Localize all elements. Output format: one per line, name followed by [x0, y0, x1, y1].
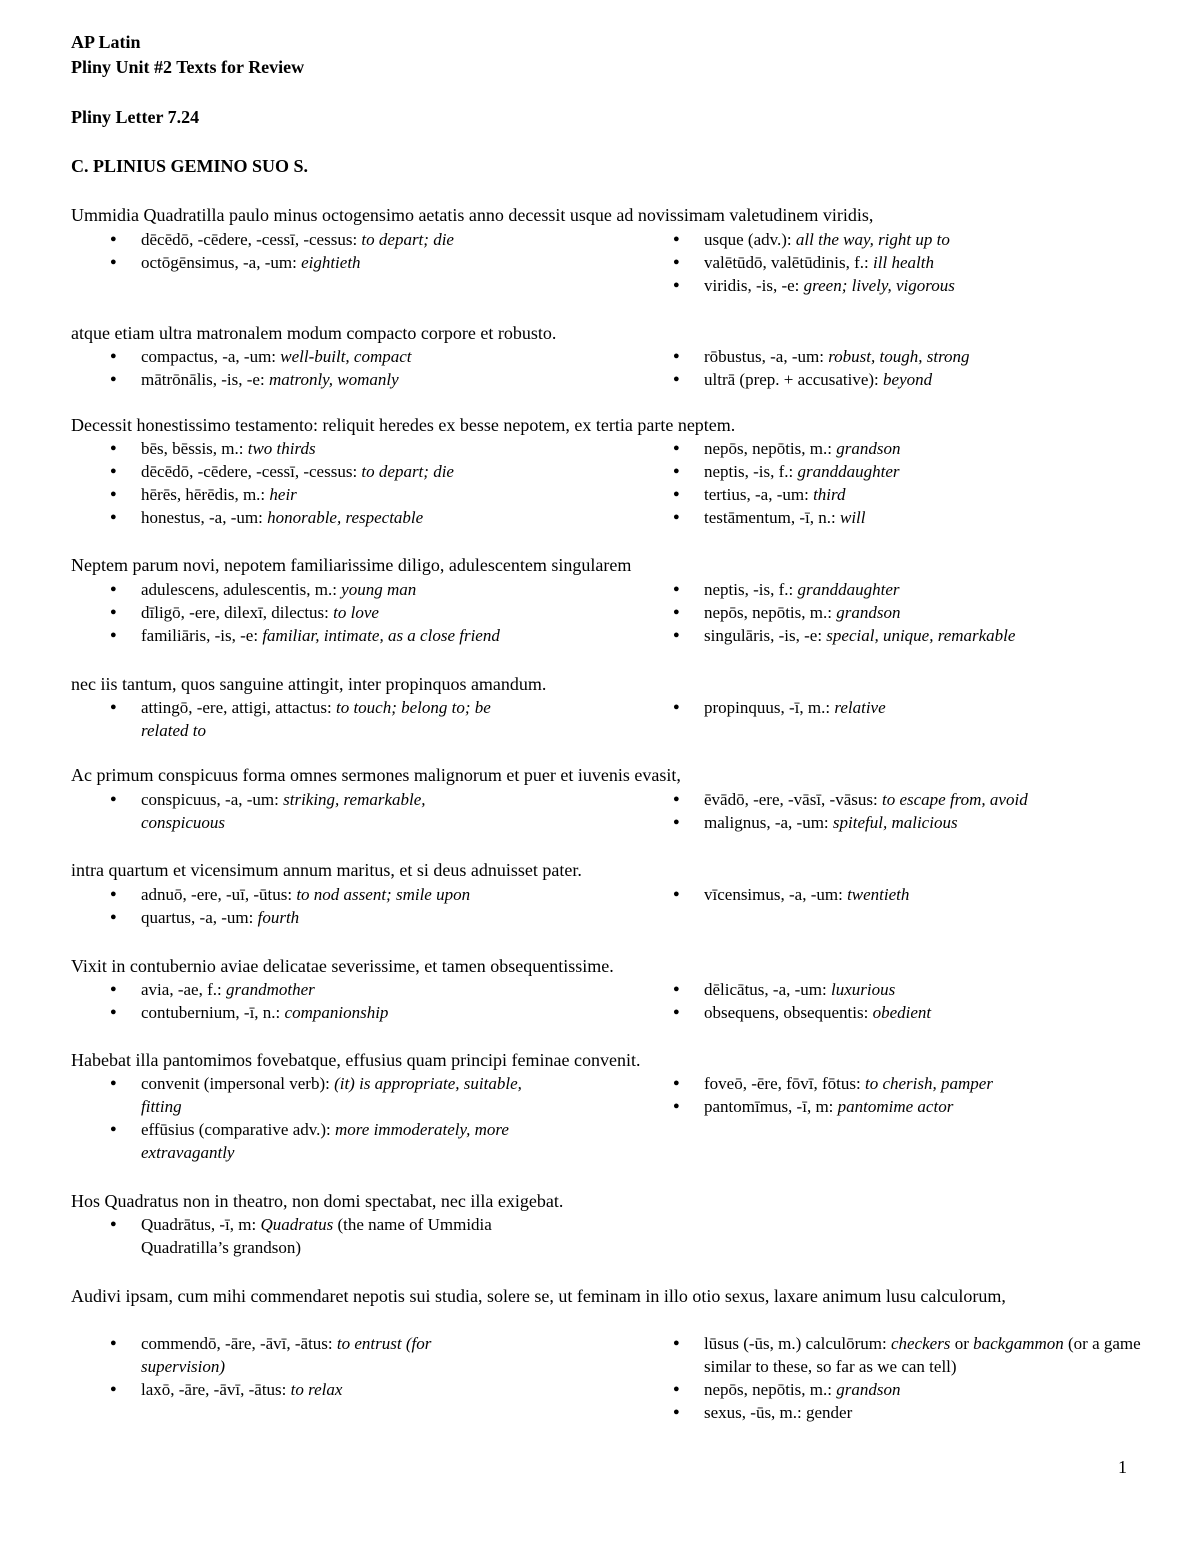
vocab-item — [673, 978, 1143, 1001]
vocab-term: sexus, -ūs, m.: — [704, 1403, 806, 1422]
vocab-gloss: grandson — [836, 439, 901, 458]
vocab-item — [673, 601, 1143, 624]
vocab-gloss: companionship — [284, 1003, 389, 1022]
vocab-gloss: to escape from, avoid — [881, 790, 1028, 809]
vocab-item — [110, 578, 560, 601]
vocab-term: dēcēdō, -cēdere, -cessī, -cessus: — [141, 230, 362, 249]
vocab-item — [673, 274, 1143, 297]
vocab-list-left — [110, 1332, 510, 1401]
unit-title: Pliny Unit #2 Texts for Review — [71, 57, 305, 77]
vocab-term: bēs, bēssis, m.: — [141, 439, 248, 458]
vocab-item — [673, 368, 1143, 391]
vocab-gloss: checkers — [890, 1334, 951, 1353]
vocab-item — [110, 1118, 530, 1164]
vocab-term: nepōs, nepōtis, m.: — [704, 603, 837, 622]
vocab-item — [110, 1378, 510, 1401]
vocab-term: tertius, -a, -um: — [704, 485, 814, 504]
vocab-list-right — [673, 978, 1143, 1024]
vocab-gloss: to depart; die — [361, 230, 454, 249]
vocab-gloss: eightieth — [301, 253, 361, 272]
vocab-gloss: to relax — [290, 1380, 343, 1399]
latin-sentence: Ac primum conspicuus forma omnes sermones malignorum et puer et iuvenis evasit, — [71, 765, 681, 785]
vocab-term: conspicuus, -a, -um: — [141, 790, 284, 809]
vocab-gloss: to nod assent; smile upon — [296, 885, 471, 904]
vocab-term: dīligō, -ere, dilexī, dilectus: — [141, 603, 334, 622]
vocab-item — [673, 1001, 1143, 1024]
vocab-gloss: matronly, womanly — [268, 370, 399, 389]
vocab-list-right — [673, 883, 1143, 906]
vocab-term: nepōs, nepōtis, m.: — [704, 1380, 837, 1399]
vocab-list-right — [673, 437, 1143, 529]
vocab-gloss: backgammon — [973, 1334, 1064, 1353]
latin-sentence: Hos Quadratus non in theatro, non domi spectabat, nec illa exigebat. — [71, 1191, 564, 1211]
vocab-list-left — [110, 345, 560, 391]
vocab-item — [673, 1332, 1153, 1378]
vocab-gloss: granddaughter — [797, 580, 900, 599]
vocab-gloss: to touch; belong to; be related to — [141, 698, 491, 740]
latin-sentence: Audivi ipsam, cum mihi commendaret nepotis sui studia, solere se, ut feminam in illo otio sexus, laxare animum lusu calculorum, — [71, 1286, 1006, 1306]
vocab-gloss: granddaughter — [797, 462, 900, 481]
latin-sentence: Habebat illa pantomimos fovebatque, effusius quam principi feminae convenit. — [71, 1050, 641, 1070]
vocab-term: laxō, -āre, -āvī, -ātus: — [141, 1380, 291, 1399]
vocab-gloss: familiar, intimate, as a close friend — [262, 626, 500, 645]
vocab-term: obsequens, obsequentis: — [704, 1003, 873, 1022]
vocab-item — [673, 1095, 1143, 1118]
vocab-item — [673, 883, 1143, 906]
latin-sentence: Neptem parum novi, nepotem familiarissime diligo, adulescentem singularem — [71, 555, 632, 575]
vocab-list-left — [110, 1213, 560, 1259]
vocab-gloss: pantomime actor — [837, 1097, 954, 1116]
vocab-gloss: more immoderately, more extravagantly — [141, 1120, 509, 1162]
vocab-list-right — [673, 1072, 1143, 1118]
vocab-gloss: (it) is appropriate, suitable, fitting — [141, 1074, 522, 1116]
vocab-term: lūsus (-ūs, m.) calculōrum: — [704, 1334, 891, 1353]
vocab-gloss: well-built, compact — [280, 347, 412, 366]
vocab-term: vīcensimus, -a, -um: — [704, 885, 848, 904]
vocab-term: effūsius (comparative adv.): — [141, 1120, 336, 1139]
vocab-item — [110, 1072, 530, 1118]
vocab-item — [110, 906, 560, 929]
vocab-term: convenit (impersonal verb): — [141, 1074, 335, 1093]
vocab-gloss: twentieth — [847, 885, 910, 904]
vocab-gloss: to entrust (for supervision) — [141, 1334, 432, 1376]
vocab-item — [673, 1401, 1153, 1424]
vocab-item — [673, 578, 1143, 601]
vocab-item — [673, 1072, 1143, 1095]
vocab-term: ultrā (prep. + accusative): — [704, 370, 884, 389]
vocab-gloss: two thirds — [247, 439, 316, 458]
vocab-term: mātrōnālis, -is, -e: — [141, 370, 269, 389]
vocab-gloss: grandmother — [225, 980, 315, 999]
course-title: AP Latin — [71, 32, 141, 52]
vocab-item — [110, 696, 540, 742]
vocab-item — [673, 251, 1143, 274]
latin-sentence: Vixit in contubernio aviae delicatae severissime, et tamen obsequentissime. — [71, 956, 614, 976]
vocab-term: attingō, -ere, attigi, attactus: — [141, 698, 336, 717]
vocab-gloss: Quadratus — [260, 1215, 334, 1234]
vocab-item — [110, 883, 560, 906]
vocab-item — [110, 788, 500, 834]
vocab-gloss: special, unique, remarkable — [826, 626, 1016, 645]
vocab-term: usque (adv.): — [704, 230, 796, 249]
vocab-item — [110, 251, 560, 274]
vocab-term: neptis, -is, f.: — [704, 580, 798, 599]
vocab-item — [673, 624, 1143, 647]
latin-sentence: intra quartum et vicensimum annum maritus, et si deus adnuisset pater. — [71, 860, 582, 880]
vocab-list-left — [110, 696, 540, 742]
vocab-item — [110, 1332, 510, 1378]
vocab-item — [110, 368, 560, 391]
latin-sentence: atque etiam ultra matronalem modum compacto corpore et robusto. — [71, 323, 557, 343]
vocab-item — [673, 228, 1143, 251]
vocab-list-left — [110, 1072, 530, 1164]
vocab-gloss: luxurious — [831, 980, 896, 999]
vocab-term: pantomīmus, -ī, m: — [704, 1097, 838, 1116]
vocab-gloss: grandson — [836, 603, 901, 622]
vocab-note: or — [950, 1334, 974, 1353]
vocab-gloss: obedient — [872, 1003, 932, 1022]
vocab-item — [673, 1378, 1153, 1401]
vocab-term: ēvādō, -ere, -vāsī, -vāsus: — [704, 790, 882, 809]
vocab-gloss: ill health — [873, 253, 934, 272]
vocab-gloss: to cherish, pamper — [864, 1074, 993, 1093]
vocab-list-left — [110, 883, 560, 929]
vocab-term: foveō, -ēre, fōvī, fōtus: — [704, 1074, 865, 1093]
vocab-list-left — [110, 578, 560, 647]
vocab-item — [673, 811, 1143, 834]
letter-salutation: C. PLINIUS GEMINO SUO S. — [71, 156, 309, 176]
vocab-gloss: grandson — [836, 1380, 901, 1399]
vocab-item — [110, 483, 560, 506]
vocab-list-right — [673, 228, 1143, 297]
vocab-item — [673, 345, 1143, 368]
latin-sentence: Ummidia Quadratilla paulo minus octogensimo aetatis anno decessit usque ad novissimam valetudinem viridis, — [71, 205, 874, 225]
vocab-item — [673, 460, 1143, 483]
vocab-term: rōbustus, -a, -um: — [704, 347, 829, 366]
vocab-list-right — [673, 696, 1143, 719]
vocab-term: familiāris, -is, -e: — [141, 626, 263, 645]
vocab-gloss: young man — [341, 580, 417, 599]
vocab-item — [110, 506, 560, 529]
vocab-term: hērēs, hērēdis, m.: — [141, 485, 270, 504]
vocab-term: avia, -ae, f.: — [141, 980, 226, 999]
vocab-term: Quadrātus, -ī, m: — [141, 1215, 261, 1234]
vocab-item — [110, 624, 560, 647]
vocab-note: (the name of Ummidia Quadratilla’s grandson) — [141, 1215, 492, 1257]
vocab-term: dēcēdō, -cēdere, -cessī, -cessus: — [141, 462, 362, 481]
vocab-gloss: heir — [269, 485, 297, 504]
vocab-list-left — [110, 437, 560, 529]
vocab-item — [110, 460, 560, 483]
vocab-list-right — [673, 345, 1143, 391]
vocab-gloss: striking, remarkable, conspicuous — [141, 790, 426, 832]
vocab-gloss: will — [839, 508, 866, 527]
vocab-term: honestus, -a, -um: — [141, 508, 268, 527]
vocab-item — [110, 601, 560, 624]
vocab-list-right — [673, 788, 1143, 834]
vocab-term: adnuō, -ere, -uī, -ūtus: — [141, 885, 297, 904]
vocab-list-left — [110, 978, 560, 1024]
vocab-item — [673, 437, 1143, 460]
vocab-gloss: honorable, respectable — [267, 508, 424, 527]
vocab-term: viridis, -is, -e: — [704, 276, 804, 295]
latin-sentence: Decessit honestissimo testamento: reliquit heredes ex besse nepotem, ex tertia parte neptem. — [71, 415, 736, 435]
vocab-gloss: all the way, right up to — [795, 230, 950, 249]
vocab-term: malignus, -a, -um: — [704, 813, 833, 832]
vocab-gloss: third — [813, 485, 846, 504]
vocab-term: commendō, -āre, -āvī, -ātus: — [141, 1334, 337, 1353]
vocab-term: quartus, -a, -um: — [141, 908, 258, 927]
vocab-item — [110, 978, 560, 1001]
vocab-list-left — [110, 228, 560, 274]
latin-sentence: nec iis tantum, quos sanguine attingit, inter propinquos amandum. — [71, 674, 547, 694]
letter-title: Pliny Letter 7.24 — [71, 107, 200, 127]
vocab-term: dēlicātus, -a, -um: — [704, 980, 831, 999]
vocab-list-right — [673, 578, 1143, 647]
vocab-term: octōgēnsimus, -a, -um: — [141, 253, 302, 272]
vocab-item — [110, 437, 560, 460]
vocab-term: singulāris, -is, -e: — [704, 626, 827, 645]
vocab-gloss: to love — [333, 603, 379, 622]
vocab-term: testāmentum, -ī, n.: — [704, 508, 840, 527]
vocab-gloss: robust, tough, strong — [828, 347, 970, 366]
vocab-item — [673, 696, 1143, 719]
vocab-list-left — [110, 788, 500, 834]
vocab-term: contubernium, -ī, n.: — [141, 1003, 285, 1022]
vocab-gloss: relative — [834, 698, 886, 717]
vocab-term: adulescens, adulescentis, m.: — [141, 580, 342, 599]
vocab-gloss: spiteful, malicious — [832, 813, 958, 832]
vocab-term: compactus, -a, -um: — [141, 347, 281, 366]
vocab-term: nepōs, nepōtis, m.: — [704, 439, 837, 458]
vocab-gloss: green; lively, vigorous — [803, 276, 955, 295]
vocab-item — [110, 1001, 560, 1024]
vocab-term: valētūdō, valētūdinis, f.: — [704, 253, 874, 272]
vocab-item — [673, 506, 1143, 529]
vocab-term: propinquus, -ī, m.: — [704, 698, 835, 717]
vocab-item — [673, 788, 1143, 811]
vocab-item — [110, 345, 560, 368]
vocab-item — [110, 1213, 560, 1259]
vocab-item — [673, 483, 1143, 506]
vocab-note: gender — [806, 1403, 853, 1422]
vocab-list-right — [673, 1332, 1153, 1424]
page-number: 1 — [1118, 1457, 1127, 1477]
vocab-gloss: fourth — [257, 908, 300, 927]
vocab-item — [110, 228, 560, 251]
vocab-gloss: beyond — [883, 370, 933, 389]
vocab-note: (or a game similar to these, so far as we can tell) — [704, 1334, 1141, 1376]
vocab-gloss: to depart; die — [361, 462, 454, 481]
vocab-term: neptis, -is, f.: — [704, 462, 798, 481]
